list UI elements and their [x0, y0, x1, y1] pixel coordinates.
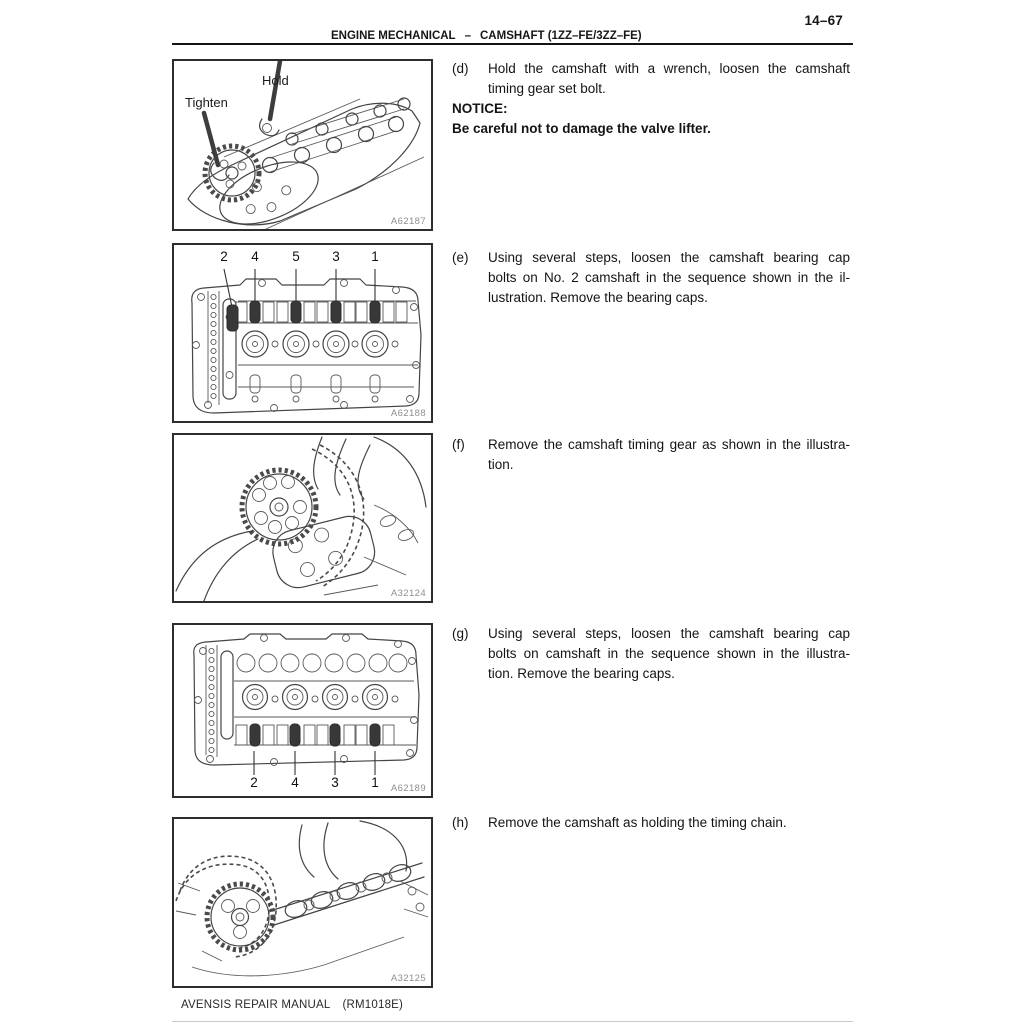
timing-gear-hand-illustration	[174, 435, 431, 601]
step-label: (h)	[452, 815, 469, 830]
figure-camshaft-removal	[172, 817, 433, 988]
header-section: ENGINE MECHANICAL	[331, 30, 456, 42]
camshaft-chain-hand-illustration	[174, 819, 431, 986]
figure-code: A62187	[390, 216, 426, 227]
step-text: tion.	[488, 457, 514, 472]
figure-code: A62189	[390, 783, 426, 794]
label-tighten: Tighten	[185, 95, 228, 110]
engine-head-wrench-illustration	[174, 61, 431, 229]
step-d	[452, 59, 850, 139]
step-label: (e)	[452, 250, 469, 265]
step-text: Remove the camshaft as holding the timing chain.	[488, 815, 787, 830]
step-label: (d)	[452, 61, 469, 76]
cylinder-head-top-view-illustration	[174, 625, 431, 796]
step-g	[452, 624, 850, 684]
step-text: tion. Remove the bearing caps.	[488, 666, 675, 681]
step-text: Hold the camshaft with a wrench, loosen the camshaft	[488, 61, 850, 76]
page-header	[331, 30, 642, 42]
step-text: bolts on camshaft in the sequence shown in the illustra-	[488, 646, 850, 661]
sequence-number: 4	[291, 775, 299, 790]
footer-manual-name: AVENSIS REPAIR MANUAL	[181, 999, 331, 1011]
sequence-number: 2	[250, 775, 258, 790]
bottom-rule	[172, 1021, 853, 1022]
figure-camshaft-wrench	[172, 59, 433, 231]
header-subsection: CAMSHAFT (1ZZ–FE/3ZZ–FE)	[480, 30, 642, 42]
figure-bearing-cap-sequence	[172, 623, 433, 798]
label-hold: Hold	[262, 73, 289, 88]
header-separator: –	[464, 30, 471, 42]
sequence-number: 4	[251, 249, 259, 264]
notice-label: NOTICE:	[452, 101, 508, 116]
step-text: Remove the camshaft timing gear as shown in the illustra-	[488, 437, 850, 452]
notice-text: Be careful not to damage the valve lifter.	[452, 121, 711, 136]
sequence-number: 5	[292, 249, 300, 264]
sequence-number: 3	[332, 249, 340, 264]
step-label: (g)	[452, 626, 469, 641]
figure-code: A32124	[390, 588, 426, 599]
step-f	[452, 435, 850, 475]
step-text: bolts on No. 2 camshaft in the sequence shown in the il-	[488, 270, 850, 285]
step-text: timing gear set bolt.	[488, 81, 606, 96]
figure-timing-gear-removal	[172, 433, 433, 603]
sequence-number: 1	[371, 249, 379, 264]
sequence-number: 2	[220, 249, 228, 264]
figure-code: A32125	[390, 973, 426, 984]
cylinder-head-top-view-illustration	[174, 245, 431, 421]
figure-bearing-cap-sequence-no2	[172, 243, 433, 423]
step-e	[452, 248, 850, 308]
page-number: 14–67	[804, 13, 843, 28]
step-label: (f)	[452, 437, 465, 452]
header-rule	[172, 43, 853, 45]
step-text: Using several steps, loosen the camshaft bearing cap	[488, 250, 850, 265]
sequence-number: 3	[331, 775, 339, 790]
step-text: lustration. Remove the bearing caps.	[488, 290, 708, 305]
footer-manual-code: (RM1018E)	[342, 999, 404, 1011]
sequence-number: 1	[371, 775, 379, 790]
footer	[181, 999, 403, 1011]
step-text: Using several steps, loosen the camshaft bearing cap	[488, 626, 850, 641]
figure-code: A62188	[390, 408, 426, 419]
step-h	[452, 813, 850, 833]
